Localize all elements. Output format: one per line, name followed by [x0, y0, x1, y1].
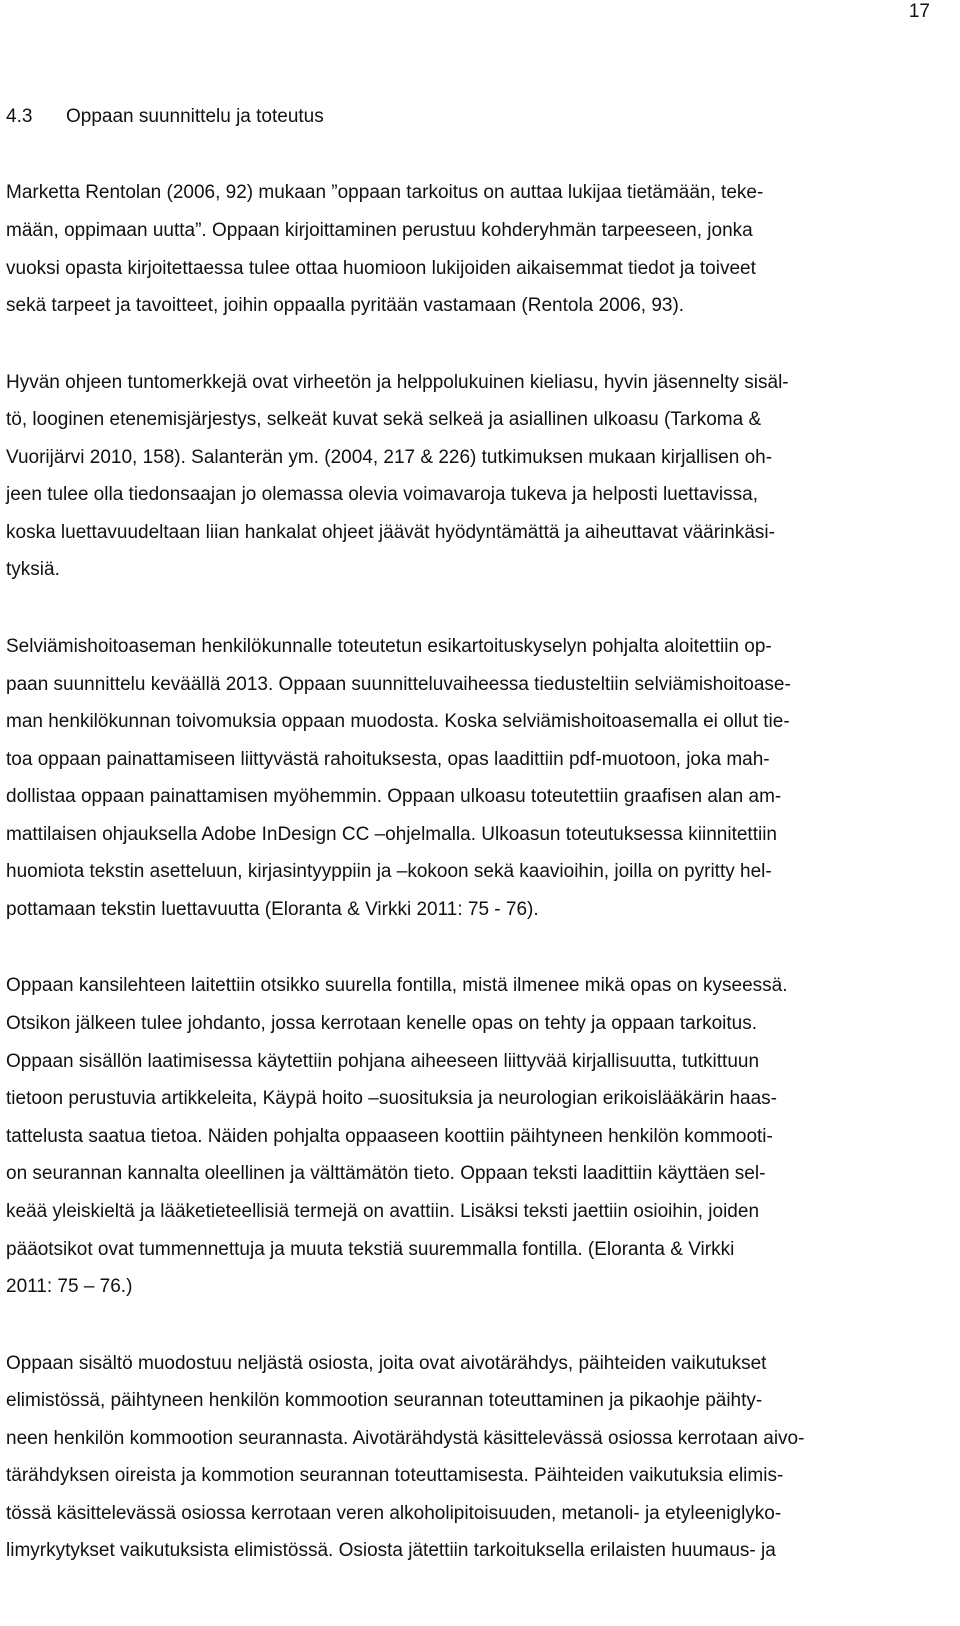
- text-line: tyksiä.: [6, 559, 60, 580]
- text-line: mään, oppimaan uutta”. Oppaan kirjoittaminen perustuu kohderyhmän tarpeeseen, jonka: [6, 220, 753, 241]
- text-line: dollistaa oppaan painattamisen myöhemmin. Oppaan ulkoasu toteutettiin graafisen alan am-: [6, 786, 782, 807]
- text-line: jeen tulee olla tiedonsaajan jo olemassa olevia voimavaroja tukeva ja helposti luettavissa,: [6, 484, 759, 505]
- text-line: tietoon perustuvia artikkeleita, Käypä hoito –suosituksia ja neurologian erikoislääkärin haas-: [6, 1088, 778, 1109]
- text-line: tö, looginen etenemisjärjestys, selkeät kuvat sekä selkeä ja asiallinen ulkoasu (Tarkoma &: [6, 409, 762, 430]
- text-line: Hyvän ohjeen tuntomerkkejä ovat virheetön ja helppolukuinen kieliasu, hyvin jäsennelty sisäl-: [6, 372, 789, 393]
- text-line: mattilaisen ohjauksella Adobe InDesign CC –ohjelmalla. Ulkoasun toteutuksessa kiinnitettiin: [6, 824, 777, 845]
- text-line: Oppaan sisältö muodostuu neljästä osiosta, joita ovat aivotärähdys, päihteiden vaikutukset: [6, 1353, 767, 1374]
- text-line: tärähdyksen oireista ja kommotion seurannan toteuttamisesta. Päihteiden vaikutuksia elimis-: [6, 1465, 784, 1486]
- page-number: 17: [908, 1, 930, 22]
- text-line: tössä käsittelevässä osiossa kerrotaan veren alkoholipitoisuuden, metanoli- ja etyleeniglyko-: [6, 1503, 782, 1524]
- text-line: neen henkilön kommootion seurannasta. Aivotärähdystä käsittelevässä osiossa kerrotaan aivo-: [6, 1428, 805, 1449]
- text-line: huomiota tekstin asetteluun, kirjasintyyppiin ja –kokoon sekä kaavioihin, joilla on pyritty hel-: [6, 861, 772, 882]
- text-line: elimistössä, päihtyneen henkilön kommootion seurannan toteuttaminen ja pikaohje päihty-: [6, 1390, 763, 1411]
- text-line: paan suunnittelu keväällä 2013. Oppaan suunnitteluvaiheessa tiedusteltiin selviämishoitoase-: [6, 674, 791, 695]
- text-line: Otsikon jälkeen tulee johdanto, jossa kerrotaan kenelle opas on tehty ja oppaan tarkoitus.: [6, 1013, 757, 1034]
- text-line: vuoksi opasta kirjoitettaessa tulee ottaa huomioon lukijoiden aikaisemmat tiedot ja toiveet: [6, 258, 756, 279]
- text-line: 2011: 75 – 76.): [6, 1276, 133, 1297]
- text-line: Marketta Rentolan (2006, 92) mukaan ”oppaan tarkoitus on auttaa lukijaa tietämään, teke-: [6, 182, 764, 203]
- text-line: koska luettavuudeltaan liian hankalat ohjeet jäävät hyödyntämättä ja aiheuttavat väärinkäsi-: [6, 522, 775, 543]
- text-line: tattelusta saatua tietoa. Näiden pohjalta oppaaseen koottiin päihtyneen henkilön kommooti-: [6, 1126, 773, 1147]
- text-line: Selviämishoitoaseman henkilökunnalle toteutetun esikartoituskyselyn pohjalta aloitettiin op-: [6, 636, 772, 657]
- text-line: limyrkytykset vaikutuksista elimistössä. Osiosta jätettiin tarkoituksella erilaisten huumaus- ja: [6, 1540, 776, 1561]
- text-line: Vuorijärvi 2010, 158). Salanterän ym. (2004, 217 & 226) tutkimuksen mukaan kirjallisen oh-: [6, 447, 773, 468]
- section-title: Oppaan suunnittelu ja toteutus: [66, 106, 324, 127]
- text-line: sekä tarpeet ja tavoitteet, joihin oppaalla pyritään vastamaan (Rentola 2006, 93).: [6, 295, 685, 316]
- section-heading: [6, 104, 324, 130]
- text-line: toa oppaan painattamiseen liittyvästä rahoituksesta, opas laadittiin pdf-muotoon, joka mah-: [6, 749, 770, 770]
- text-line: pääotsikot ovat tummennettuja ja muuta tekstiä suuremmalla fontilla. (Eloranta & Virkki: [6, 1239, 735, 1260]
- text-line: man henkilökunnan toivomuksia oppaan muodosta. Koska selviämishoitoasemalla ei ollut tie-: [6, 711, 790, 732]
- text-line: Oppaan sisällön laatimisessa käytettiin pohjana aiheeseen liittyvää kirjallisuutta, tutkittuun: [6, 1051, 760, 1072]
- section-number: 4.3: [6, 106, 33, 127]
- text-line: Oppaan kansilehteen laitettiin otsikko suurella fontilla, mistä ilmenee mikä opas on kyseessä.: [6, 975, 788, 996]
- text-line: on seurannan kannalta oleellinen ja välttämätön tieto. Oppaan teksti laadittiin käyttäen sel-: [6, 1163, 766, 1184]
- text-line: keää yleiskieltä ja lääketieteellisiä termejä on avattiin. Lisäksi teksti jaettiin osioihin, joiden: [6, 1201, 760, 1222]
- text-line: pottamaan tekstin luettavuutta (Eloranta & Virkki 2011: 75 - 76).: [6, 899, 539, 920]
